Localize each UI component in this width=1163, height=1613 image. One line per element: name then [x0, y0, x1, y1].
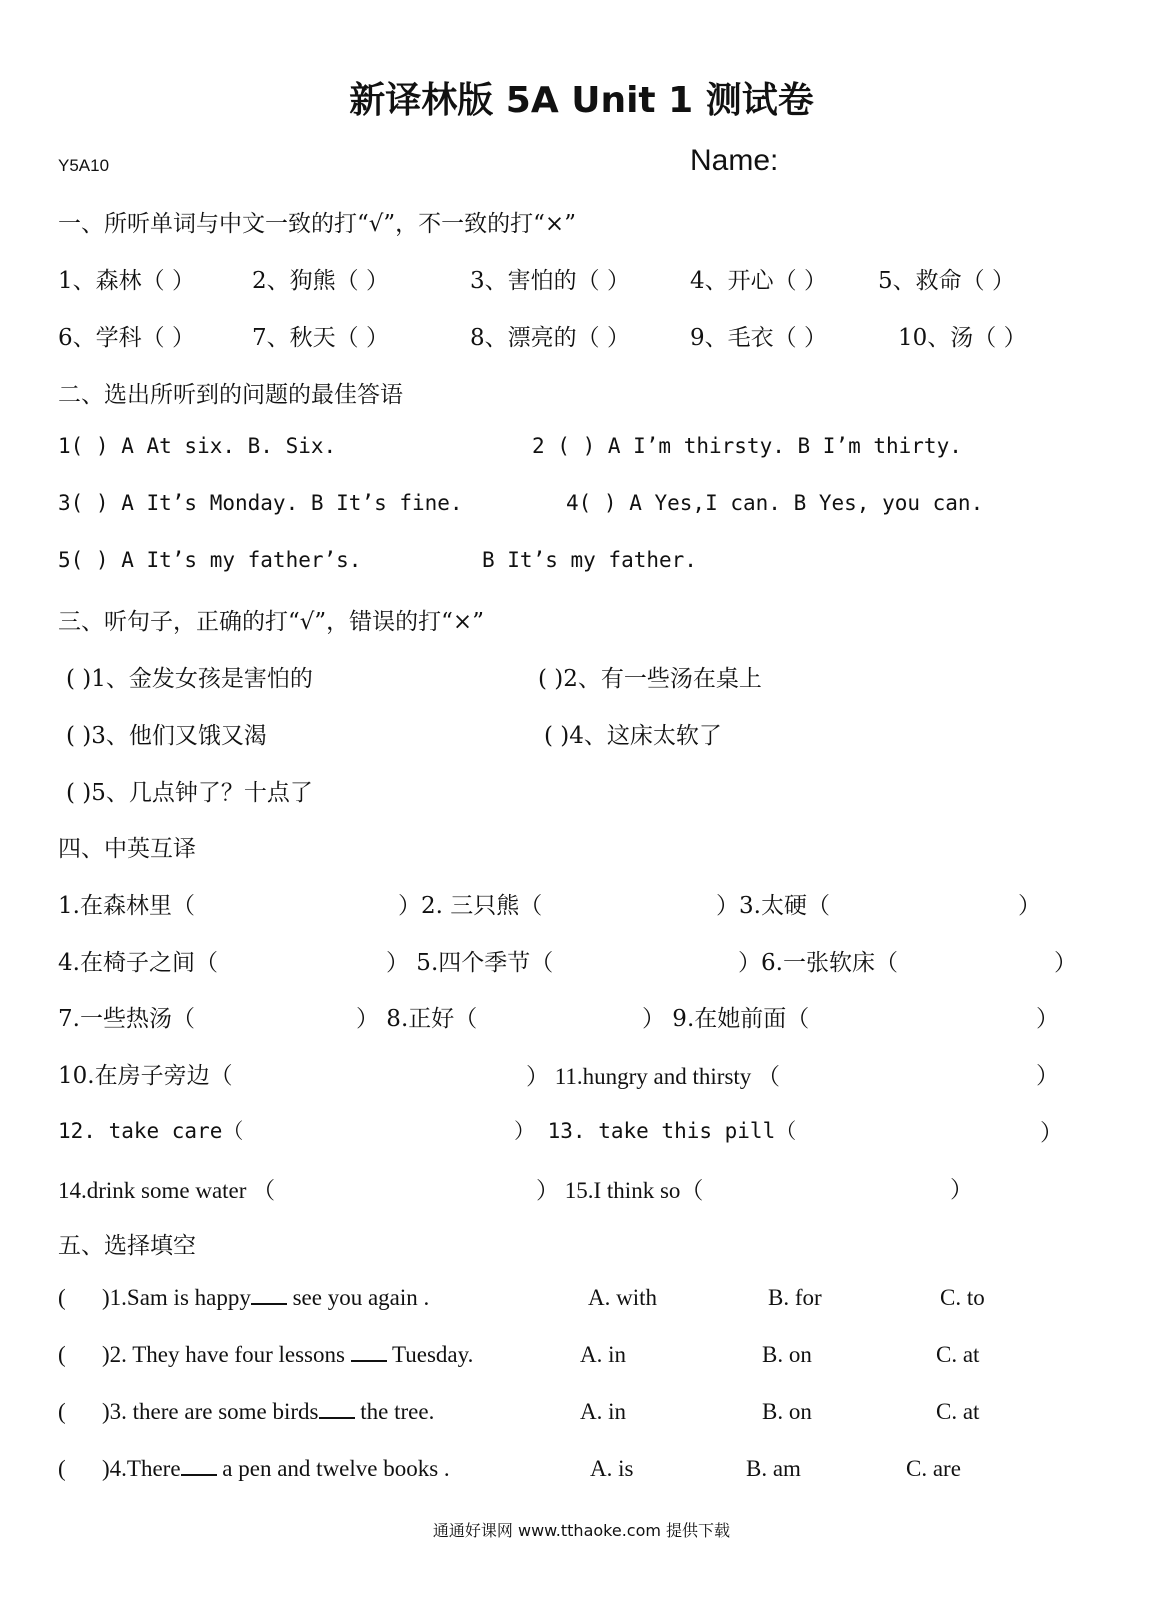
- s4-item: ） 11.hungry and thirsty （: [526, 1064, 781, 1089]
- s5-question: [102, 1285, 429, 1311]
- s4-item: ）: [1040, 1120, 1063, 1146]
- s4-item: ）: [1036, 1063, 1059, 1089]
- answer-blank: [319, 1399, 355, 1419]
- s2-item: 4( ) A Yes,I can. B Yes, you can.: [566, 491, 984, 515]
- paper-code: Y5A10: [58, 156, 110, 175]
- s5-paren: (: [58, 1285, 66, 1310]
- s3-item: ( )2、有一些汤在桌上: [538, 666, 762, 692]
- s1-item: 4、开心（ ）: [690, 268, 827, 294]
- section-4-heading: 四、中英互译: [58, 836, 196, 862]
- s1-item: 6、学科（ ）: [58, 325, 195, 351]
- s5-stem: )4.There: [102, 1456, 181, 1481]
- s5-option: C. are: [906, 1456, 961, 1481]
- s5-option: C. at: [936, 1342, 980, 1367]
- s5-option: A. in: [580, 1342, 626, 1367]
- s1-item: 2、狗熊（ ）: [252, 268, 389, 294]
- s5-option: B. on: [762, 1399, 812, 1424]
- s4-item: ） 8.正好（: [356, 1006, 478, 1032]
- s5-stem: the tree.: [354, 1399, 435, 1424]
- s4-item: ）2. 三只熊（: [398, 893, 543, 919]
- s1-item: 5、救命（ ）: [878, 268, 1015, 294]
- s5-paren: (: [58, 1342, 66, 1367]
- s5-option: C. at: [936, 1399, 980, 1424]
- s4-item: ）: [1054, 950, 1077, 976]
- s5-question: [102, 1399, 434, 1425]
- s4-item: 14.drink some water （: [58, 1178, 276, 1203]
- s5-stem: a pen and twelve books .: [216, 1456, 450, 1481]
- s4-item: ） 5.四个季节（: [386, 950, 554, 976]
- s3-item: ( )3、他们又饿又渴: [66, 723, 267, 749]
- s3-item: ( )1、金发女孩是害怕的: [66, 666, 313, 692]
- s1-item: 3、害怕的（ ）: [470, 268, 630, 294]
- s3-item: ( )5、几点钟了？十点了: [66, 780, 313, 806]
- s1-item: 10、汤（ ）: [898, 325, 1027, 351]
- s5-option: A. with: [588, 1285, 657, 1310]
- s5-question: [102, 1456, 450, 1482]
- section-5-heading: 五、选择填空: [58, 1233, 196, 1259]
- s2-item: 2 ( ) A I’m thirsty. B I’m thirty.: [532, 434, 962, 458]
- s5-paren: (: [58, 1456, 66, 1481]
- footer-source: 通通好课网 www.tthaoke.com 提供下载: [432, 1521, 731, 1540]
- answer-blank: [351, 1342, 387, 1362]
- s4-item: ） 15.I think so（: [536, 1178, 704, 1203]
- s4-item: ）: [1036, 1006, 1059, 1032]
- answer-blank: [181, 1456, 217, 1476]
- s5-option: B. on: [762, 1342, 812, 1367]
- name-label: Name:: [690, 144, 779, 177]
- s4-item: ）6.一张软床（: [738, 950, 898, 976]
- s4-item: 1.在森林里（: [58, 893, 195, 919]
- s1-item: 7、秋天（ ）: [252, 325, 389, 351]
- s4-item: ）3.太硬（: [716, 893, 830, 919]
- s5-option: C. to: [940, 1285, 985, 1310]
- s4-item: ）: [950, 1177, 973, 1203]
- s5-option: A. in: [580, 1399, 626, 1424]
- s2-item: 3( ) A It’s Monday. B It’s fine.: [58, 491, 463, 515]
- s4-item: ）: [1018, 893, 1041, 919]
- s4-item: 7.一些热汤（: [58, 1006, 195, 1032]
- s5-stem: )2. They have four lessons: [102, 1342, 351, 1367]
- s4-item: ） 13. take this pill（: [514, 1119, 797, 1143]
- s4-item: 10.在房子旁边（: [58, 1063, 233, 1089]
- section-1-heading: 一、所听单词与中文一致的打“√”，不一致的打“×”: [58, 211, 576, 237]
- s2-item: 1( ) A At six. B. Six.: [58, 434, 337, 458]
- section-2-heading: 二、选出所听到的问题的最佳答语: [58, 382, 403, 408]
- s1-item: 8、漂亮的（ ）: [470, 325, 630, 351]
- s5-option: A. is: [590, 1456, 634, 1481]
- s1-item: 1、森林（ ）: [58, 268, 195, 294]
- s5-stem: )1.Sam is happy: [102, 1285, 251, 1310]
- answer-blank: [251, 1285, 287, 1305]
- s3-item: ( )4、这床太软了: [544, 723, 722, 749]
- s1-item: 9、毛衣（ ）: [690, 325, 827, 351]
- s5-option: B. for: [768, 1285, 822, 1310]
- s5-question: [102, 1342, 473, 1368]
- s2-item: B It’s my father.: [482, 548, 697, 572]
- s4-item: 4.在椅子之间（: [58, 950, 218, 976]
- s2-item: 5( ) A It’s my father’s.: [58, 548, 362, 572]
- s4-item: 12. take care（: [58, 1119, 244, 1143]
- s5-option: B. am: [746, 1456, 801, 1481]
- s5-stem: see you again .: [286, 1285, 430, 1310]
- s4-item: ） 9.在她前面（: [642, 1006, 810, 1032]
- page-title: 新译林版 5A Unit 1 测试卷: [349, 80, 814, 121]
- s5-paren: (: [58, 1399, 66, 1424]
- section-3-heading: 三、听句子，正确的打“√”，错误的打“×”: [58, 609, 484, 635]
- s5-stem: )3. there are some birds: [102, 1399, 319, 1424]
- s5-stem: Tuesday.: [386, 1342, 474, 1367]
